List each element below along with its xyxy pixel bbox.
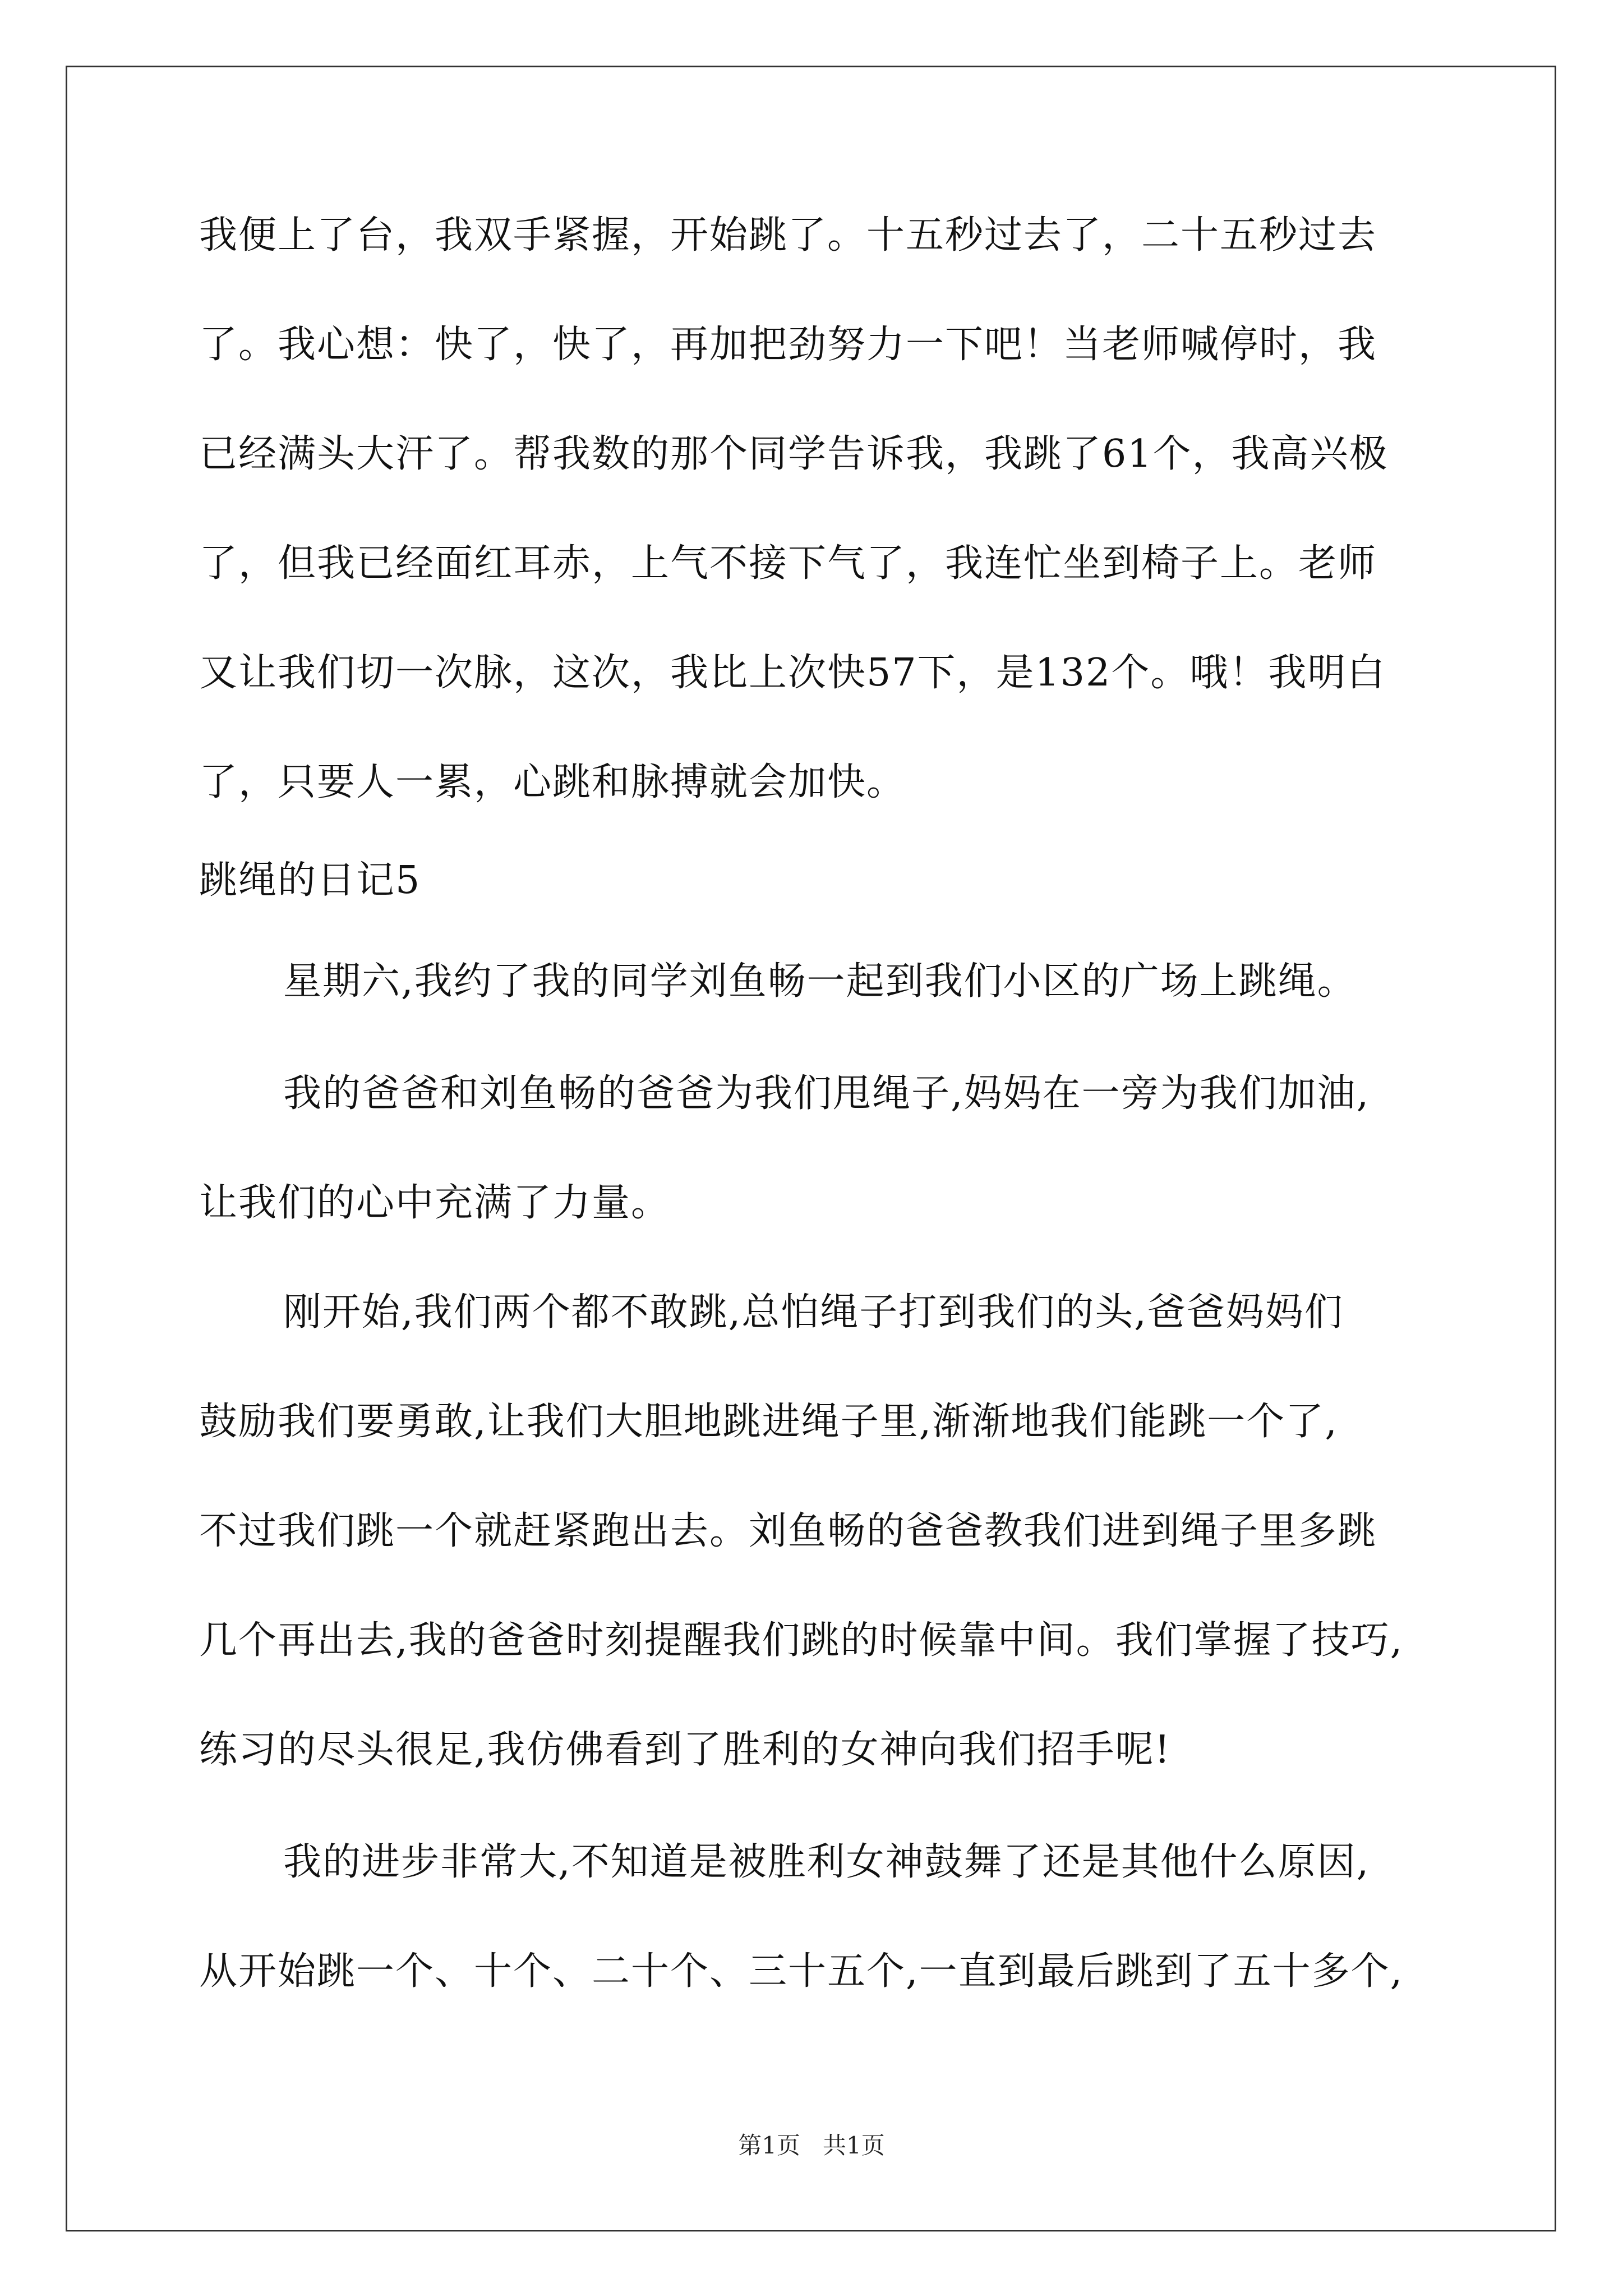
text-line: 已经满头大汗了。帮我数的那个同学告诉我，我跳了61个，我高兴极 (199, 432, 1389, 476)
page-total: 共1页 (823, 2132, 885, 2159)
paragraph-line: 几个再出去,我的爸爸时刻提醒我们跳的时候靠中间。我们掌握了技巧, (199, 1618, 1404, 1663)
text-line: 了，但我已经面红耳赤，上气不接下气了，我连忙坐到椅子上。老师 (199, 541, 1377, 586)
text-line: 了，只要人一累，心跳和脉搏就会加快。 (199, 760, 906, 804)
text-line: 我便上了台，我双手紧握，开始跳了。十五秒过去了，二十五秒过去 (199, 213, 1377, 257)
paragraph-line: 我的爸爸和刘鱼畅的爸爸为我们甩绳子,妈妈在一旁为我们加油, (283, 1071, 1370, 1116)
page-footer (0, 2132, 1623, 2160)
paragraph-line: 星期六,我约了我的同学刘鱼畅一起到我们小区的广场上跳绳。 (283, 959, 1357, 1004)
paragraph-line: 刚开始,我们两个都不敢跳,总怕绳子打到我们的头,爸爸妈妈们 (283, 1290, 1344, 1335)
text-line: 又让我们切一次脉，这次，我比上次快57下，是132个。哦！我明白 (199, 651, 1386, 695)
paragraph-line: 我的进步非常大,不知道是被胜利女神鼓舞了还是其他什么原因, (283, 1840, 1370, 1884)
paragraph-line: 让我们的心中充满了力量。 (199, 1181, 671, 1225)
paragraph-line: 练习的尽头很足,我仿佛看到了胜利的女神向我们招手呢! (199, 1728, 1171, 1772)
section-heading: 跳绳的日记5 (199, 858, 421, 903)
paragraph-line: 鼓励我们要勇敢,让我们大胆地跳进绳子里,渐渐地我们能跳一个了, (199, 1400, 1338, 1444)
paragraph-line: 不过我们跳一个就赶紧跑出去。刘鱼畅的爸爸教我们进到绳子里多跳 (199, 1509, 1377, 1553)
paragraph-line: 从开始跳一个、十个、二十个、三十五个,一直到最后跳到了五十多个, (199, 1949, 1404, 1994)
text-line: 了。我心想：快了，快了，再加把劲努力一下吧！当老师喊停时，我 (199, 323, 1377, 367)
page-number: 第1页 (738, 2132, 800, 2159)
page-border (66, 66, 1556, 2231)
